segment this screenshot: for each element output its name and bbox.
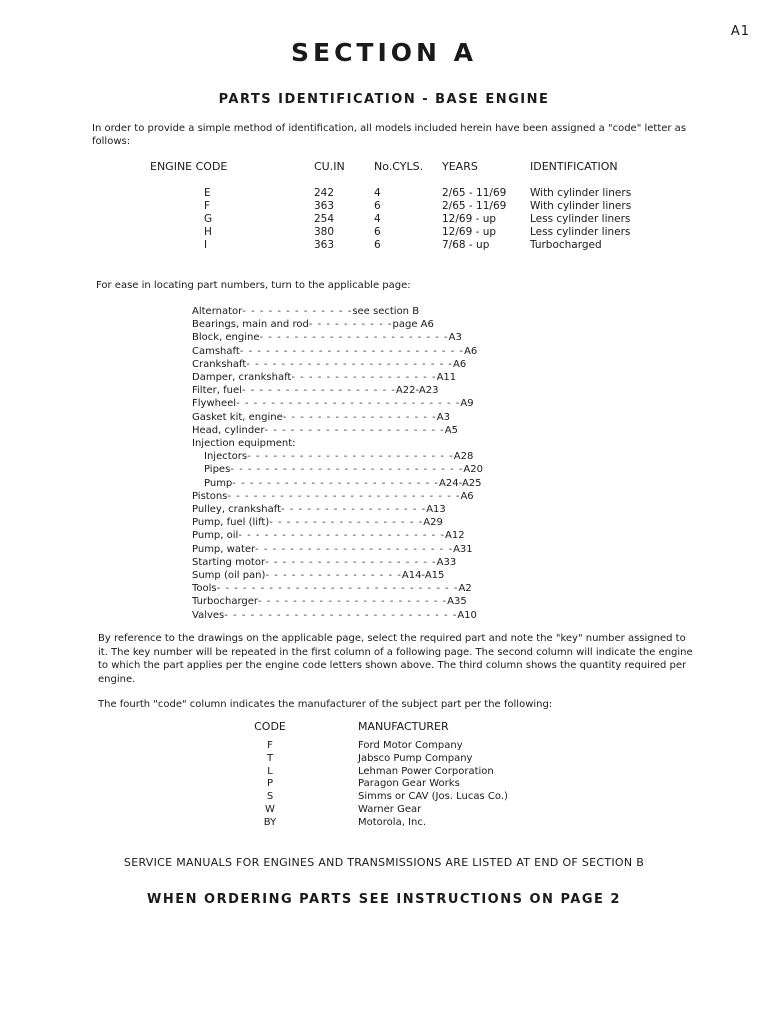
part-name: Sump (oil pan) xyxy=(192,570,266,582)
part-name: Valves xyxy=(192,609,225,621)
engine-table-cell: 254 xyxy=(314,213,335,225)
part-page-ref: A28 xyxy=(453,451,474,463)
part-name: Pistons xyxy=(192,490,228,502)
part-page-ref: see section B xyxy=(352,306,420,317)
manufacturer-name: Warner Gear xyxy=(358,803,422,815)
ease-instruction: For ease in locating part numbers, turn to the applicable page: xyxy=(96,280,411,291)
parts-index-item xyxy=(192,463,592,476)
part-name: Pump xyxy=(204,477,233,489)
leader-dots: - - - - - - - - - - - - - - - - - - - - - - - xyxy=(255,543,454,555)
manufacturer-name: Ford Motor Company xyxy=(358,740,463,751)
parts-index-item xyxy=(192,384,592,397)
engine-table-cell: 2/65 - 11/69 xyxy=(442,200,507,212)
part-name: Tools xyxy=(192,583,217,595)
leader-dots: - - - - - - - - - - - - - - - - - - - - - - - - - - xyxy=(239,345,465,357)
engine-table-cell: With cylinder liners xyxy=(530,200,632,212)
engine-table-row xyxy=(150,213,631,226)
manufacturer-row xyxy=(250,791,508,804)
leader-dots: - - - - - - - - - - - - - - - - - - - - - - - - xyxy=(247,451,454,463)
part-page-ref: page A6 xyxy=(392,319,434,331)
leader-dots: - - - - - - - - - - - - - - - - - - xyxy=(241,385,396,397)
parts-index-item xyxy=(192,609,592,622)
manufacturer-name: Paragon Gear Works xyxy=(358,778,460,790)
parts-index-item xyxy=(192,569,592,582)
parts-index-item xyxy=(192,424,592,437)
manufacturer-code: L xyxy=(267,765,273,777)
engine-table-cell: 6 xyxy=(374,200,381,212)
part-name: Pump, water xyxy=(192,543,256,555)
part-name: Block, engine xyxy=(192,332,260,344)
part-name: Alternator xyxy=(192,306,243,317)
col-identification: IDENTIFICATION xyxy=(530,160,618,173)
leader-dots: - - - - - - - - - - - - - - - - - xyxy=(291,372,437,384)
col-cu-in: CU.IN xyxy=(314,160,345,173)
reference-paragraph: By reference to the drawings on the applicable page, select the required part and note the "key" number assigned to it. The key number will be repeated in the first column of a following page. The second column will indicate the engine to which the part applies per the engine code letters shown above. The third column shows the quantity required per engine. xyxy=(98,633,693,685)
part-page-ref: A29 xyxy=(423,517,443,529)
engine-code-table xyxy=(150,160,631,252)
part-page-ref: A31 xyxy=(453,543,473,555)
engine-table-cell: 4 xyxy=(374,213,381,225)
part-page-ref: A12 xyxy=(445,530,465,542)
engine-table-body xyxy=(150,187,631,252)
part-name: Pump, fuel (lift) xyxy=(192,517,270,529)
part-name: Bearings, main and rod xyxy=(192,319,309,331)
part-name: Camshaft xyxy=(192,345,240,357)
leader-dots: - - - - - - - - - - - - - - - - - - - - - - - - xyxy=(246,358,454,370)
leader-dots: - - - - - - - - - - - - - - - - - - - - - - - - - - xyxy=(236,398,461,410)
part-page-ref: A13 xyxy=(426,504,446,516)
leader-dots: - - - - - - - - - - - - - - - - - - - - - - - - - - - - xyxy=(216,583,459,595)
part-page-ref: A6 xyxy=(460,490,474,502)
engine-table-cell: 363 xyxy=(314,239,335,251)
col-years: YEARS xyxy=(442,160,478,173)
part-page-ref: A3 xyxy=(436,411,450,423)
mfr-name-header: MANUFACTURER xyxy=(358,720,449,733)
engine-table-cell: 4 xyxy=(374,187,381,199)
leader-dots: - - - - - - - - - - - - - xyxy=(242,306,353,317)
leader-dots: - - - - - - - - - - - - - - - - - - xyxy=(282,411,437,423)
part-name: Head, cylinder xyxy=(192,424,265,436)
engine-table-cell: 2/65 - 11/69 xyxy=(442,187,507,199)
page-number: A1 xyxy=(730,24,750,39)
engine-table-cell: 6 xyxy=(374,226,381,238)
leader-dots: - - - - - - - - - - - - - - - - - - - - - - - - - - - xyxy=(224,609,458,621)
engine-table-cell: F xyxy=(204,200,211,212)
parts-index-item xyxy=(192,371,592,384)
part-name: Injection equipment: xyxy=(192,438,296,450)
part-page-ref: A9 xyxy=(460,398,474,410)
manufacturer-row xyxy=(250,817,508,830)
engine-table-cell: I xyxy=(204,239,208,251)
parts-index-item xyxy=(192,490,592,503)
engine-table-cell: Less cylinder liners xyxy=(530,213,631,225)
engine-table-cell: E xyxy=(204,187,211,199)
part-page-ref: A5 xyxy=(444,424,458,436)
manufacturer-code: F xyxy=(267,740,273,751)
engine-table-cell: 6 xyxy=(374,239,381,251)
parts-index-item xyxy=(192,331,592,344)
ordering-note: WHEN ORDERING PARTS SEE INSTRUCTIONS ON PAGE 2 xyxy=(147,892,621,907)
page-subtitle: PARTS IDENTIFICATION - BASE ENGINE xyxy=(218,92,550,107)
leader-dots: - - - - - - - - - - - - - - - - - - - - - - - - xyxy=(232,477,439,489)
leader-dots: - - - - - - - - - - - - - - - - - - - - - - xyxy=(258,596,448,608)
engine-table-cell: 242 xyxy=(314,187,335,199)
manufacturer-code: S xyxy=(266,791,274,803)
parts-index-item xyxy=(192,411,592,424)
part-name: Starting motor xyxy=(192,556,266,568)
manufacturer-code: T xyxy=(266,752,274,764)
part-name: Crankshaft xyxy=(192,358,247,370)
part-name: Filter, fuel xyxy=(192,385,242,397)
parts-index xyxy=(192,305,592,622)
manufacturer-list xyxy=(250,740,508,830)
part-page-ref: A33 xyxy=(436,556,457,568)
manufacturer-name: Jabsco Pump Company xyxy=(358,752,473,764)
part-page-ref: A6 xyxy=(464,345,478,357)
service-manuals-note: SERVICE MANUALS FOR ENGINES AND TRANSMISSIONS ARE LISTED AT END OF SECTION B xyxy=(123,856,645,869)
engine-table-cell: 12/69 - up xyxy=(442,213,497,225)
engine-table-cell: H xyxy=(204,226,212,238)
part-page-ref: A22-A23 xyxy=(395,385,439,397)
engine-table-cell: G xyxy=(204,213,213,225)
code-column-paragraph: The fourth "code" column indicates the manufacturer of the subject part per the following: xyxy=(98,699,553,710)
parts-index-item xyxy=(192,477,592,490)
manufacturer-row xyxy=(250,753,508,766)
leader-dots: - - - - - - - - - - - - - - - - - - - - - - - - xyxy=(238,530,446,542)
intro-paragraph: In order to provide a simple method of identification, all models included herein have been assigned a "code" letter as follows: xyxy=(92,123,687,147)
manufacturer-name: Lehman Power Corporation xyxy=(358,765,494,777)
engine-table-cell: Less cylinder liners xyxy=(530,226,631,238)
part-page-ref: A6 xyxy=(453,358,467,370)
leader-dots: - - - - - - - - - - - - - - - - - - - - - - - - - - - xyxy=(230,464,464,476)
parts-index-item xyxy=(192,543,592,556)
manufacturer-name: Motorola, Inc. xyxy=(358,816,427,828)
parts-index-item xyxy=(192,305,592,318)
leader-dots: - - - - - - - - - - - - - - - - - - - - - - xyxy=(259,332,449,344)
engine-table-row xyxy=(150,200,631,213)
manufacturer-row xyxy=(250,766,508,779)
parts-index-item xyxy=(192,529,592,542)
part-page-ref: A2 xyxy=(458,583,472,595)
manufacturer-name: Simms or CAV (Jos. Lucas Co.) xyxy=(358,791,508,803)
col-cylinders: No.CYLS. xyxy=(374,160,424,173)
engine-table-row xyxy=(150,239,631,252)
engine-table-header xyxy=(150,160,631,187)
part-page-ref: A3 xyxy=(448,332,462,344)
col-engine-code: ENGINE CODE xyxy=(150,160,228,173)
parts-index-item xyxy=(192,450,592,463)
part-name: Gasket kit, engine xyxy=(192,411,283,423)
manufacturer-row xyxy=(250,778,508,791)
part-name: Injectors xyxy=(204,451,248,463)
manufacturer-header xyxy=(250,720,449,733)
manufacturer-row xyxy=(250,804,508,817)
parts-index-item xyxy=(192,358,592,371)
manufacturer-code: P xyxy=(266,778,274,790)
engine-table-cell: 380 xyxy=(314,226,335,238)
engine-table-cell: 363 xyxy=(314,200,335,212)
part-page-ref: A20 xyxy=(463,464,483,476)
leader-dots: - - - - - - - - - - - - - - - - - - - - xyxy=(265,556,437,568)
parts-index-item xyxy=(192,516,592,529)
part-name: Pipes xyxy=(204,464,231,476)
leader-dots: - - - - - - - - - - - - - - - - - - - - - xyxy=(264,424,445,436)
leader-dots: - - - - - - - - - - - - - - - - - xyxy=(280,504,427,516)
engine-table-cell: 7/68 - up xyxy=(442,239,490,251)
part-page-ref: A11 xyxy=(436,372,457,384)
engine-table-cell: With cylinder liners xyxy=(530,187,632,199)
engine-table-cell: Turbocharged xyxy=(530,239,602,251)
part-page-ref: A24-A25 xyxy=(439,477,482,489)
parts-index-item xyxy=(192,582,592,595)
manufacturer-code: W xyxy=(265,803,275,815)
section-title: SECTION A xyxy=(290,38,477,67)
part-page-ref: A10 xyxy=(457,609,477,621)
part-page-ref: A14-A15 xyxy=(401,570,445,582)
part-name: Damper, crankshaft xyxy=(192,372,292,384)
parts-index-item xyxy=(192,503,592,516)
part-name: Turbocharger xyxy=(192,596,259,608)
parts-index-item xyxy=(192,318,592,331)
part-name: Pump, oil xyxy=(192,530,239,542)
parts-index-item xyxy=(192,437,592,450)
parts-index-item xyxy=(192,595,592,608)
mfr-code-header: CODE xyxy=(254,720,286,733)
engine-table-cell: 12/69 - up xyxy=(442,226,497,238)
manufacturer-code: BY xyxy=(263,816,277,828)
engine-table-row xyxy=(150,187,631,200)
leader-dots: - - - - - - - - - - - - - - - - xyxy=(265,570,402,582)
leader-dots: - - - - - - - - - - - - - - - - - - xyxy=(269,517,424,529)
manufacturer-row xyxy=(250,740,508,753)
leader-dots: - - - - - - - - - - xyxy=(308,319,393,331)
leader-dots: - - - - - - - - - - - - - - - - - - - - - - - - - - - xyxy=(227,490,461,502)
parts-index-item xyxy=(192,397,592,410)
parts-index-item xyxy=(192,556,592,569)
engine-table-row xyxy=(150,226,631,239)
part-page-ref: A35 xyxy=(447,596,467,608)
part-name: Flywheel xyxy=(192,398,237,410)
part-name: Pulley, crankshaft xyxy=(192,504,281,516)
parts-index-item xyxy=(192,345,592,358)
